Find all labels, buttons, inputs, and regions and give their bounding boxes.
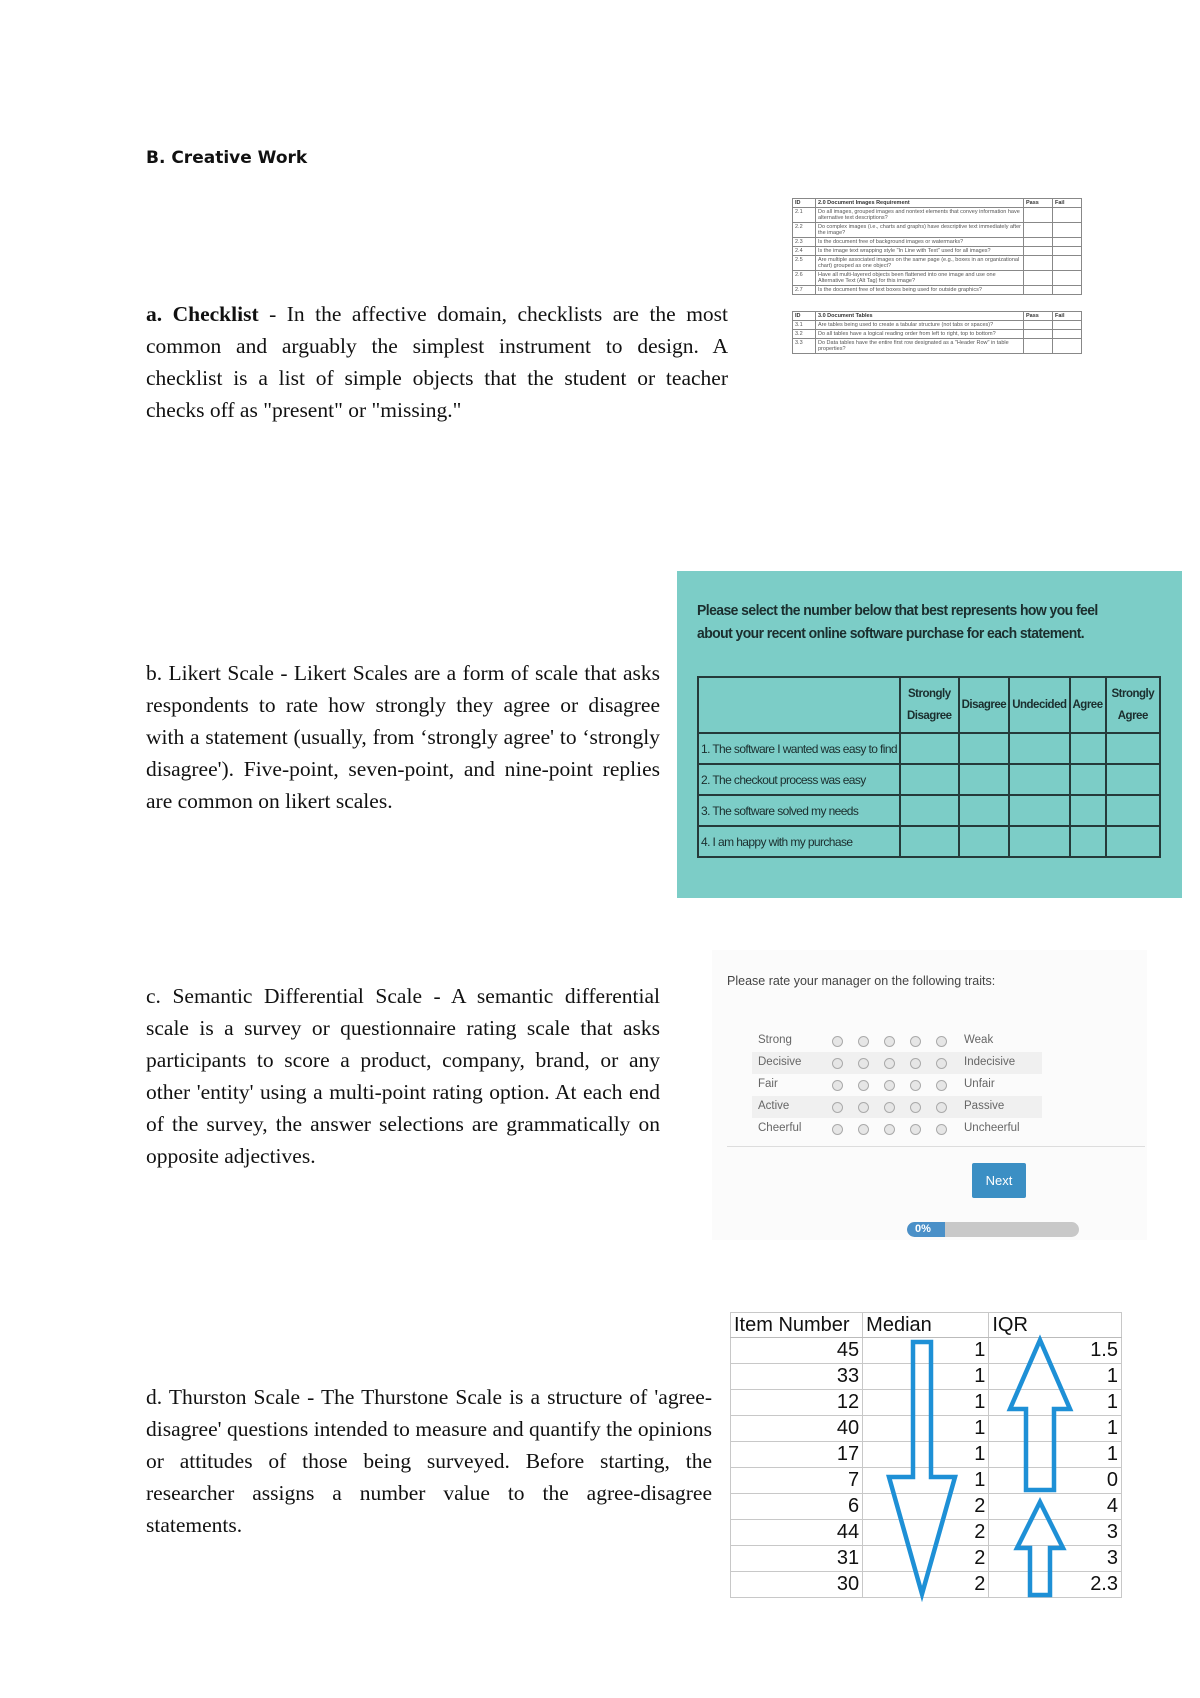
likert-response-cell[interactable] [1106,795,1160,826]
divider [727,1146,1145,1147]
thurston-paragraph: d. Thurston Scale - The Thurstone Scale is a structure of 'agree-disagree' questions intended to measure and quantify the opinions or attitudes of those being surveyed. Before starting, the researcher assigns a number value to the agree-disagree statements. [146,1385,712,1537]
checklist-row [793,247,1082,256]
semantic-right-label: Indecisive [964,1056,1016,1068]
iqr-cell: 2.3 [989,1572,1122,1598]
radio-button[interactable] [858,1080,869,1091]
semantic-row [752,1074,1042,1096]
semantic-row [752,1030,1042,1052]
checklist-pass-cell [1024,208,1053,223]
likert-response-cell[interactable] [1009,733,1069,764]
item-number-cell: 30 [731,1572,863,1598]
likert-response-cell[interactable] [900,733,959,764]
likert-column-header: Undecided [1009,677,1069,733]
checklist-id: 2.7 [793,286,816,295]
radio-button[interactable] [858,1124,869,1135]
likert-response-cell[interactable] [1009,764,1069,795]
item-number-cell: 6 [731,1494,863,1520]
median-cell: 1 [863,1390,989,1416]
semantic-left-label: Strong [758,1034,792,1046]
likert-response-cell[interactable] [1009,826,1069,857]
median-cell: 2 [863,1572,989,1598]
radio-button[interactable] [832,1036,843,1047]
iqr-cell: 0 [989,1468,1122,1494]
likert-response-cell[interactable] [959,826,1010,857]
checklist-fail-cell [1053,286,1082,295]
checklist-fail-cell [1053,256,1082,271]
radio-button[interactable] [832,1124,843,1135]
iqr-cell: 1 [989,1364,1122,1390]
likert-paragraph: b. Likert Scale - Likert Scales are a form of scale that asks respondents to rate how strongly they agree or disagree with a statement (usually, from ‘strongly agree' to ‘strongly disagree'). Five-point, seven-point, and nine-point replies are common on likert scales. [146,661,660,813]
likert-response-cell[interactable] [959,733,1010,764]
checklist-header-row [793,199,1082,208]
likert-response-cell[interactable] [1009,795,1069,826]
item-number-cell: 31 [731,1546,863,1572]
likert-table [697,676,1161,858]
checklist-row [793,330,1082,339]
likert-response-cell[interactable] [1106,826,1160,857]
checklist-requirement: Do all images, grouped images and nontext elements that convey information have alternative text descriptions? [816,208,1024,223]
semantic-left-label: Cheerful [758,1122,802,1134]
checklist-id: 2.2 [793,223,816,238]
checklist-requirement: Are multiple associated images on the same page (e.g., boxes in an organizational chart) grouped as one object? [816,256,1024,271]
checklist-requirement: Have all multi-layered objects been flattened into one image and use one Alternative Text (Alt Tag) for this image? [816,271,1024,286]
checklist-id: 2.5 [793,256,816,271]
checklist-row [793,223,1082,238]
checklist-header-cell: Fail [1053,199,1082,208]
checklist-requirement: Is the document free of text boxes being used for outside graphics? [816,286,1024,295]
radio-button[interactable] [936,1080,947,1091]
checklist-image [792,198,1082,490]
item-number-cell: 40 [731,1416,863,1442]
progress-bar [907,1222,1079,1237]
checklist-fail-cell [1053,321,1082,330]
semantic-row [752,1096,1042,1118]
checklist-requirement: Do all tables have a logical reading order from left to right, top to bottom? [816,330,1024,339]
checklist-id: 2.3 [793,238,816,247]
radio-button[interactable] [884,1102,895,1113]
radio-button[interactable] [832,1080,843,1091]
checklist-header-cell: Fail [1053,312,1082,321]
up-arrow-icon-2 [1017,1502,1063,1595]
median-cell: 1 [863,1338,989,1364]
radio-button[interactable] [910,1124,921,1135]
radio-button[interactable] [858,1058,869,1069]
checklist-id: 3.2 [793,330,816,339]
radio-button[interactable] [884,1124,895,1135]
iqr-cell: 1 [989,1442,1122,1468]
thurston-header-cell: IQR [989,1313,1122,1338]
item-number-cell: 44 [731,1520,863,1546]
checklist-label: a. Checklist [146,302,259,326]
checklist-header-cell: Pass [1024,199,1053,208]
semantic-paragraph: c. Semantic Differential Scale - A semantic differential scale is a survey or questionnaire rating scale that asks participants to score a product, company, brand, or any other 'entity' using a multi-point rating option. At each end of the survey, the answer selections are grammatically on opposite adjectives. [146,984,660,1168]
item-number-cell: 12 [731,1390,863,1416]
likert-response-cell[interactable] [1070,795,1106,826]
likert-title: Please select the number below that best represents how you feel about your recent online software purchase for each statement. [697,602,1098,642]
checklist-pass-cell [1024,238,1053,247]
checklist-id: 2.6 [793,271,816,286]
likert-statement: 3. The software solved my needs [698,795,900,826]
section-heading: B. Creative Work [146,148,308,168]
checklist-table-tables [792,311,1082,354]
likert-response-cell[interactable] [1070,764,1106,795]
semantic-row [752,1118,1042,1140]
radio-button[interactable] [936,1102,947,1113]
item-number-cell: 17 [731,1442,863,1468]
checklist-row [793,339,1082,354]
checklist-paragraph [146,298,728,426]
radio-button[interactable] [832,1058,843,1069]
iqr-cell: 3 [989,1520,1122,1546]
semantic-question: Please rate your manager on the following traits: [727,974,996,988]
checklist-header-cell: ID [793,199,816,208]
likert-column-header: Strongly Disagree [900,677,959,733]
likert-statement: 1. The software I wanted was easy to find [698,733,900,764]
checklist-pass-cell [1024,339,1053,354]
likert-response-cell[interactable] [959,795,1010,826]
checklist-text: - In the affective domain, checklists are the most common and arguably the simplest instrument to design. A checklist is a list of simple objects that the student or teacher checks off as "present" or "missing." [146,302,729,422]
median-cell: 1 [863,1416,989,1442]
likert-response-cell[interactable] [900,826,959,857]
iqr-cell: 1 [989,1416,1122,1442]
radio-button[interactable] [910,1102,921,1113]
trend-arrows [730,1312,1122,1602]
checklist-requirement: Do Data tables have the entire first row designated as a "Header Row" in table properties? [816,339,1024,354]
likert-response-cell[interactable] [900,764,959,795]
checklist-pass-cell [1024,321,1053,330]
progress-label: 0% [915,1223,931,1235]
checklist-header-cell: ID [793,312,816,321]
iqr-cell: 3 [989,1546,1122,1572]
checklist-id: 2.1 [793,208,816,223]
next-button[interactable]: Next [972,1163,1026,1198]
likert-response-cell[interactable] [1070,826,1106,857]
radio-button[interactable] [884,1036,895,1047]
median-cell: 1 [863,1364,989,1390]
checklist-pass-cell [1024,286,1053,295]
item-number-cell: 33 [731,1364,863,1390]
likert-row [698,826,1160,857]
likert-response-cell[interactable] [1106,733,1160,764]
radio-button[interactable] [884,1058,895,1069]
checklist-fail-cell [1053,208,1082,223]
semantic-left-label: Decisive [758,1056,802,1068]
median-cell: 1 [863,1468,989,1494]
likert-row [698,733,1160,764]
checklist-row [793,208,1082,223]
checklist-pass-cell [1024,330,1053,339]
likert-statement: 4. I am happy with my purchase [698,826,900,857]
semantic-right-label: Uncheerful [964,1122,1020,1134]
checklist-row [793,256,1082,271]
up-arrow-icon [1010,1340,1070,1490]
checklist-pass-cell [1024,256,1053,271]
checklist-requirement: Is the image text wrapping style "In Line with Text" used for all images? [816,247,1024,256]
thurston-image [730,1312,1122,1602]
likert-row [698,795,1160,826]
semantic-left-label: Fair [758,1078,778,1090]
likert-column-header: Disagree [959,677,1010,733]
semantic-right-label: Unfair [964,1078,995,1090]
likert-statement: 2. The checkout process was easy [698,764,900,795]
item-number-cell: 45 [731,1338,863,1364]
checklist-fail-cell [1053,223,1082,238]
median-cell: 2 [863,1520,989,1546]
radio-button[interactable] [910,1036,921,1047]
semantic-left-label: Active [758,1100,790,1112]
checklist-pass-cell [1024,247,1053,256]
checklist-pass-cell [1024,223,1053,238]
likert-response-cell[interactable] [959,764,1010,795]
checklist-id: 2.4 [793,247,816,256]
checklist-requirement: Is the document free of background images or watermarks? [816,238,1024,247]
checklist-row [793,238,1082,247]
checklist-row [793,271,1082,286]
checklist-fail-cell [1053,247,1082,256]
likert-response-cell[interactable] [1070,733,1106,764]
likert-image [677,571,1182,898]
checklist-fail-cell [1053,271,1082,286]
likert-column-header: Strongly Agree [1106,677,1160,733]
checklist-header-cell: 3.0 Document Tables [816,312,1024,321]
radio-button[interactable] [832,1102,843,1113]
semantic-row [752,1052,1042,1074]
median-cell: 1 [863,1442,989,1468]
checklist-row [793,286,1082,295]
checklist-pass-cell [1024,271,1053,286]
checklist-id: 3.3 [793,339,816,354]
semantic-right-label: Weak [964,1034,994,1046]
checklist-header-cell: Pass [1024,312,1053,321]
likert-column-header: Agree [1070,677,1106,733]
item-number-cell: 7 [731,1468,863,1494]
radio-button[interactable] [936,1124,947,1135]
radio-button[interactable] [858,1102,869,1113]
likert-row [698,764,1160,795]
likert-header-blank [698,677,900,733]
radio-button[interactable] [858,1036,869,1047]
thurston-header-cell: Item Number [731,1313,863,1338]
likert-response-cell[interactable] [900,795,959,826]
iqr-cell: 4 [989,1494,1122,1520]
radio-button[interactable] [884,1080,895,1091]
radio-button[interactable] [910,1058,921,1069]
radio-button[interactable] [936,1058,947,1069]
checklist-header-cell: 2.0 Document Images Requirement [816,199,1024,208]
checklist-table-images [792,198,1082,295]
checklist-header-row [793,312,1082,321]
likert-header-row [698,677,1160,733]
checklist-requirement: Do complex images (i.e., charts and graphs) have descriptive text immediately after the image? [816,223,1024,238]
iqr-cell: 1.5 [989,1338,1122,1364]
semantic-right-label: Passive [964,1100,1005,1112]
median-cell: 2 [863,1546,989,1572]
median-cell: 2 [863,1494,989,1520]
semantic-image [712,950,1147,1240]
radio-button[interactable] [936,1036,947,1047]
likert-response-cell[interactable] [1106,764,1160,795]
checklist-row [793,321,1082,330]
checklist-fail-cell [1053,238,1082,247]
checklist-requirement: Are tables being used to create a tabular structure (not tabs or spaces)? [816,321,1024,330]
down-arrow-icon [889,1342,955,1594]
iqr-cell: 1 [989,1390,1122,1416]
thurston-header-cell: Median [863,1313,989,1338]
checklist-fail-cell [1053,330,1082,339]
checklist-fail-cell [1053,339,1082,354]
checklist-id: 3.1 [793,321,816,330]
radio-button[interactable] [910,1080,921,1091]
